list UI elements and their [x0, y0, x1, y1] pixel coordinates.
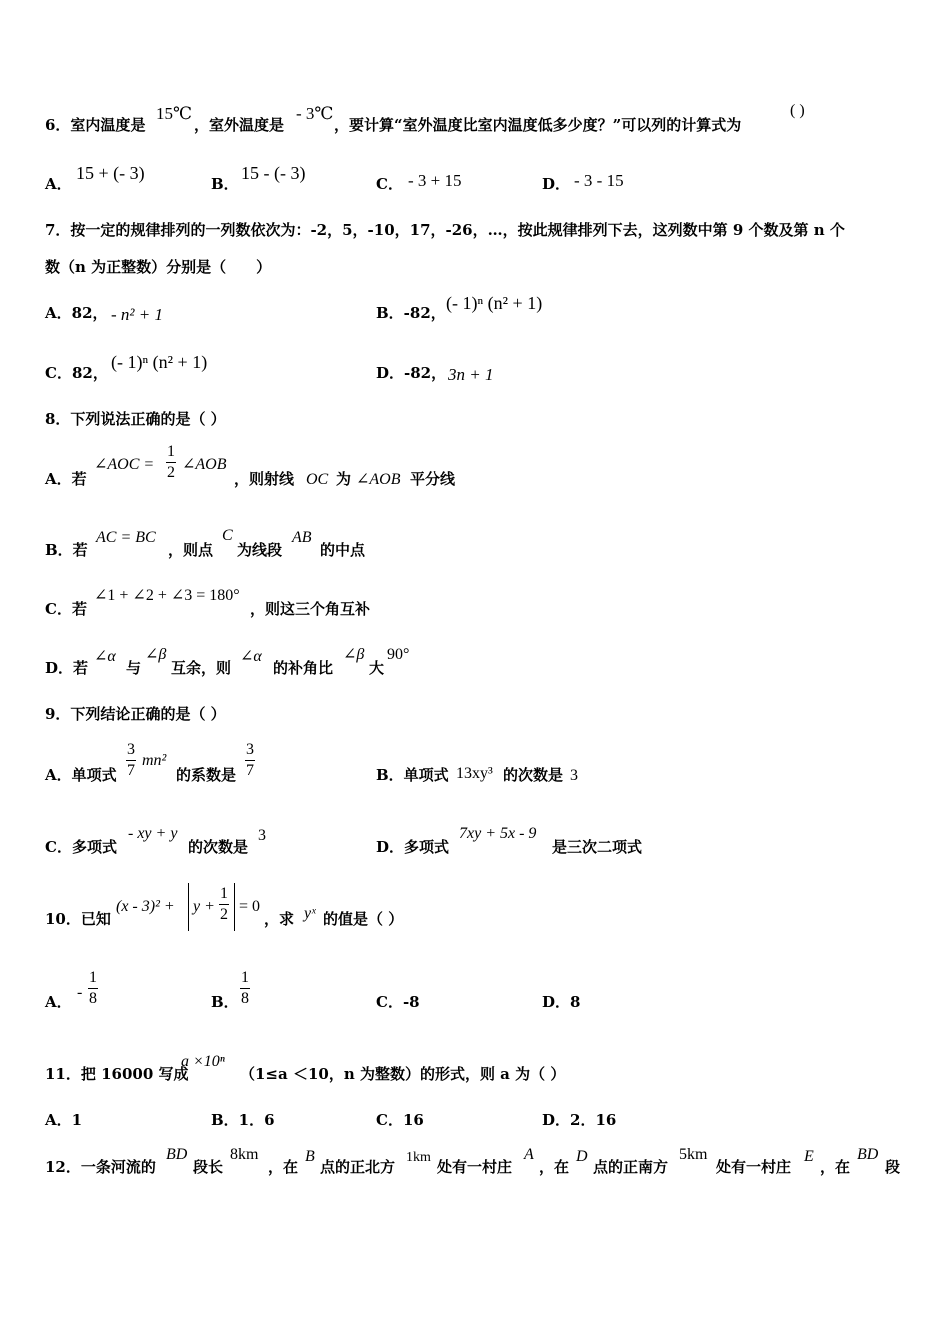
q12-p9: ，在	[820, 1158, 851, 1176]
q12-p8: 处有一村庄	[716, 1158, 792, 1176]
q11-opt-d: D．2．16	[542, 1111, 617, 1129]
q12-p10: 段	[885, 1158, 901, 1176]
q8-a-t1: ，则射线	[234, 470, 295, 488]
q8-b-label: B．若	[45, 541, 88, 559]
q9-a-fraction2	[245, 742, 255, 779]
q10-opt-b-den: 8	[241, 990, 249, 1007]
q7-opt-d-label: D．-82，	[376, 364, 447, 382]
q12-b: B	[305, 1148, 315, 1165]
q8-a-label: A．若	[45, 470, 87, 488]
q10-opt-a-num: 1	[89, 969, 97, 986]
q10-opt-b-label: B．	[211, 993, 239, 1011]
q8-b-t3: 的中点	[320, 541, 366, 559]
q6-indoor: 15℃	[156, 104, 193, 123]
q6-opt-c-expr: - 3 + 15	[408, 171, 462, 190]
q12-bd2: BD	[857, 1146, 879, 1163]
q9-b-val: 3	[570, 767, 578, 784]
q6-opt-d-expr: - 3 - 15	[574, 171, 624, 190]
q10-expr-l: (x - 3)² +	[116, 898, 175, 915]
q12-p6: ，在	[539, 1158, 570, 1176]
q11-stem-b: （1≤a ＜10，n 为整数）的形式，则 a 为（ ）	[240, 1065, 566, 1083]
q9-stem: 9．下列结论正确的是（ ）	[45, 705, 226, 723]
q8-b-c: C	[222, 527, 233, 544]
q10-num: 1	[220, 885, 228, 902]
q6-opt-a-label: A．	[45, 175, 72, 193]
q10-label: 10．已知	[45, 910, 111, 928]
q12-d: D	[576, 1148, 588, 1165]
q9-a-label: A．单项式	[45, 766, 117, 784]
q6-stem-b: ，室外温度是	[194, 116, 285, 134]
q8-b-expr: AC = BC	[96, 529, 156, 546]
q8-d-alpha: ∠α	[94, 648, 116, 665]
q12-a: A	[524, 1146, 534, 1163]
q8-a-t2: 为	[336, 470, 352, 488]
q9-a-fraction	[126, 742, 136, 779]
q8-c-t1: ，则这三个角互补	[250, 600, 371, 618]
q8-d-deg: 90°	[387, 646, 410, 663]
q10-den: 2	[220, 906, 228, 923]
q12-p5: 处有一村庄	[437, 1158, 513, 1176]
q8-d-label: D．若	[45, 659, 89, 677]
q10-t1: ，求	[264, 910, 295, 928]
q10-opt-a-den: 8	[89, 990, 97, 1007]
q10-opt-a-fraction	[88, 970, 98, 1007]
q11-expr: a ×10ⁿ	[181, 1053, 225, 1070]
q8-a-num: 1	[167, 443, 175, 460]
q10-yx: yˣ	[304, 905, 316, 922]
q8-d-beta: ∠β	[145, 646, 167, 663]
q11-opt-a: A．1	[45, 1111, 83, 1129]
q6-paren: ( )	[790, 102, 805, 119]
q10-opt-a-label: A．	[45, 993, 72, 1011]
q7-opt-d-expr: 3n + 1	[448, 365, 494, 384]
q7-opt-a-expr: - n² + 1	[111, 305, 163, 324]
q12-d2: 5km	[679, 1146, 708, 1163]
q11-stem-a: 11．把 16000 写成	[45, 1065, 189, 1083]
q10-opt-c: C．-8	[376, 993, 420, 1011]
q6-opt-c-label: C．	[376, 175, 403, 193]
q9-a-num2: 3	[246, 741, 254, 758]
q9-c-val: 3	[258, 827, 266, 844]
q8-b-ab: AB	[292, 529, 312, 546]
q10-opt-b-num: 1	[241, 969, 249, 986]
q10-opt-b-fraction	[240, 970, 250, 1007]
q8-a-den: 2	[167, 464, 175, 481]
q8-d-t4: 大	[369, 659, 385, 677]
q6-outdoor: - 3℃	[296, 104, 334, 123]
q8-c-expr: ∠1 + ∠2 + ∠3 = 180°	[94, 587, 240, 604]
q9-d-label: D．多项式	[376, 838, 450, 856]
q6-opt-b-expr: 15 - (- 3)	[241, 163, 306, 183]
q8-a-expr-r: ∠AOB	[182, 456, 227, 473]
q7-line2: 数（n 为正整数）分别是（ ）	[45, 258, 272, 276]
q8-d-alpha2: ∠α	[240, 648, 262, 665]
q8-d-t3: 的补角比	[273, 659, 334, 677]
q7-opt-a-label: A．82，	[45, 304, 108, 322]
q7-opt-b-expr: (- 1)ⁿ (n² + 1)	[446, 293, 543, 313]
q10-abs-l: y +	[193, 898, 215, 915]
q9-d-expr: 7xy + 5x - 9	[459, 825, 537, 842]
q6-opt-a-expr: 15 + (- 3)	[76, 163, 145, 183]
q8-a-oc: OC	[306, 471, 329, 488]
q8-d-t1: 与	[126, 659, 142, 677]
q8-b-t1: ，则点	[168, 541, 214, 559]
q12-bd: BD	[166, 1146, 188, 1163]
q7-line1: 7．按一定的规律排列的一列数依次为：-2，5，-10，17，-26，…，按此规律排列下去，这列数中第 9 个数及第 n 个	[45, 221, 845, 239]
q10-opt-a-sign: -	[77, 984, 83, 1001]
q9-b-t1: 的次数是	[503, 766, 564, 784]
q8-a-fraction	[166, 444, 176, 481]
q12-p1: 12．一条河流的	[45, 1158, 156, 1176]
q7-opt-c-expr: (- 1)ⁿ (n² + 1)	[111, 352, 208, 372]
q8-a-t3: 平分线	[410, 470, 456, 488]
q12-len: 8km	[230, 1146, 259, 1163]
q10-fraction	[219, 886, 229, 923]
q9-a-den2: 7	[246, 762, 254, 779]
q11-opt-b: B．1．6	[211, 1111, 275, 1129]
q10-abs-left	[188, 883, 189, 931]
q9-c-expr: - xy + y	[128, 825, 178, 842]
q9-a-num: 3	[127, 741, 135, 758]
q7-opt-c-label: C．82，	[45, 364, 108, 382]
q12-p7: 点的正南方	[593, 1158, 669, 1176]
q11-opt-c: C．16	[376, 1111, 424, 1129]
q9-b-label: B．单项式	[376, 766, 449, 784]
q10-abs-right	[234, 883, 235, 931]
q9-d-t1: 是三次二项式	[552, 838, 643, 856]
q6-opt-d-label: D．	[542, 175, 571, 193]
q8-c-label: C．若	[45, 600, 87, 618]
q9-a-mn: mn²	[142, 752, 167, 769]
q9-b-expr: 13xy³	[456, 765, 493, 782]
q10-opt-d: D．8	[542, 993, 581, 1011]
q8-d-beta2: ∠β	[343, 646, 365, 663]
q8-stem: 8．下列说法正确的是（ ）	[45, 410, 226, 428]
q12-p4: 点的正北方	[320, 1158, 396, 1176]
q9-c-label: C．多项式	[45, 838, 117, 856]
q12-p2: 段长	[193, 1158, 224, 1176]
q12-d1: 1km	[406, 1150, 431, 1165]
q9-a-den: 7	[127, 762, 135, 779]
q12-p3: ，在	[268, 1158, 299, 1176]
q12-e: E	[804, 1148, 814, 1165]
q8-a-aob: ∠AOB	[356, 471, 401, 488]
q9-c-t1: 的次数是	[188, 838, 249, 856]
q10-expr-r: = 0	[239, 898, 261, 915]
q8-d-t2: 互余，则	[171, 659, 232, 677]
q8-a-expr-l: ∠AOC =	[94, 456, 155, 473]
q7-opt-b-label: B．-82，	[376, 304, 446, 322]
q6-stem-a: 6．室内温度是	[45, 116, 146, 134]
q8-b-t2: 为线段	[237, 541, 283, 559]
q10-t2: 的值是（ ）	[323, 910, 404, 928]
q6-opt-b-label: B．	[211, 175, 239, 193]
q9-a-t1: 的系数是	[176, 766, 237, 784]
q6-stem-c: ，要计算“室外温度比室内温度低多少度？”可以列的计算式为	[334, 116, 742, 134]
